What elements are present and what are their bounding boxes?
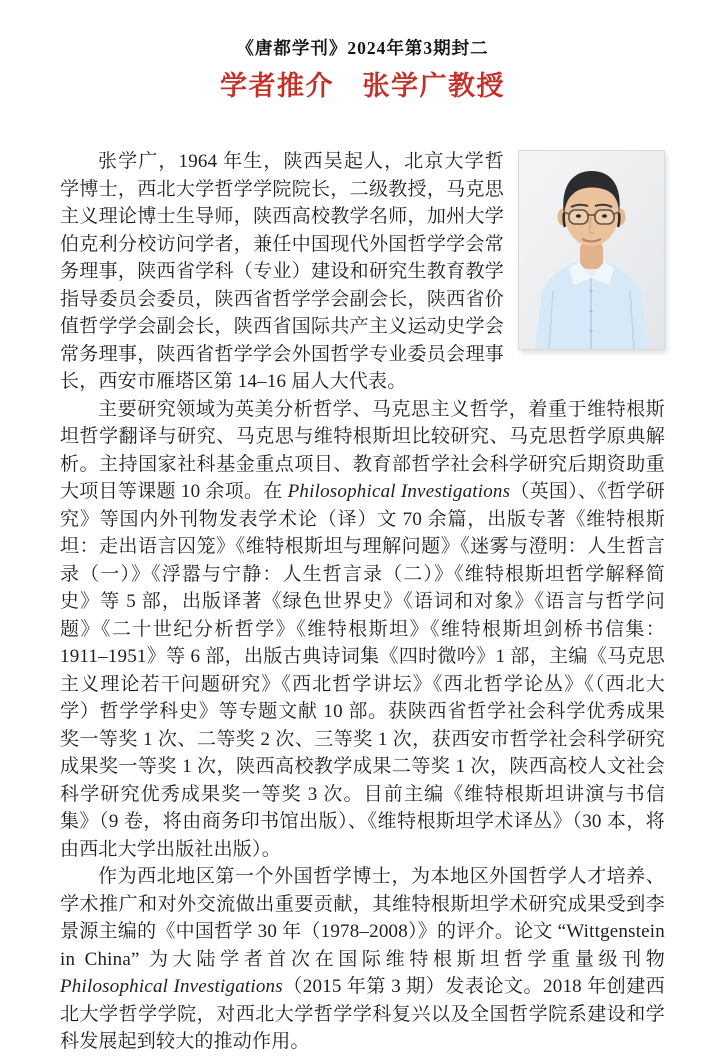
research-paragraph: 主要研究领域为英美分析哲学、马克思主义哲学，着重于维特根斯坦哲学翻译与研究、马克思与维特根斯坦比较研究、马克思哲学原典解析。主持国家社科基金重点项目、教育部哲学社会科学研究后期资助重大项目等课题 10 余项。在 Philosophical Investigations（英国）、《哲学研究》等国内外刊物发表学术论（译）文 70 余篇，出版专著《维特根斯坦：走出语言囚笼》《维特根斯坦与理解问题》《迷雾与澄明：人生哲言录（一）》《浮嚣与宁静：人生哲言录（二）》《维特根斯坦哲学解释简史》等 5 部，出版译著《绿色世界史》《语词和对象》《语言与哲学问题》《二十世纪分析哲学》《维特根斯坦》《维特根斯坦剑桥书信集：1911–1951》等 6 部，出版古典诗词集《四时微吟》1 部，主编《马克思主义理论若干问题研究》《西北哲学讲坛》《西北哲学论丛》《（西北大学）哲学学科史》等专题文献 10 部。获陕西省哲学社会科学优秀成果奖一等奖 1 次、二等奖 2 次、三等奖 1 次，获西安市哲学社会科学研究成果奖一等奖 1 次，陕西高校教学成果二等奖 1 次，陕西高校人文社会科学研究优秀成果奖一等奖 3 次。目前主编《维特根斯坦讲演与书信集》（9 卷，将由商务印书馆出版）、《维特根斯坦学术译丛》（30 本，将由西北大学出版社出版）。 (60, 398, 665, 860)
professor-portrait-photo (518, 150, 665, 350)
bio-paragraph: 张学广，1964 年生，陕西吴起人，北京大学哲学博士，西北大学哲学学院院长，二级教授，马克思主义理论博士生导师，陕西高校教学名师，加州大学伯克利分校访问学者，兼任中国现代外国哲学学会常务理事，陕西省学科（专业）建设和研究生教育教学指导委员会委员，陕西省哲学学会副会长，陕西省价值哲学学会副会长，陕西省国际共产主义运动史学会常务理事，陕西省哲学学会外国哲学专业委员会理事长，西安市雁塔区第 14–16 届人大代表。 (60, 151, 504, 392)
portrait-illustration (519, 151, 664, 349)
impact-paragraph: 作为西北地区第一个外国哲学博士，为本地区外国哲学人才培养、学术推广和对外交流做出重要贡献，其维特根斯坦学术研究成果受到李景源主编的《中国哲学 30 年（1978–2008）》的评介。论文 “Wittgenstein in China” 为大陆学者首次在国际维特根斯坦哲学重量级刊物 Philosophical Investigations（2015 年第 3 期）发表论文。2018 年创建西北大学哲学学院，对西北大学哲学学科复兴以及全国哲学院系建设和学科发展起到较大的推动作用。 (60, 866, 665, 1052)
article-body (60, 148, 665, 1056)
feature-title: 学者推介 张学广教授 (220, 71, 505, 101)
journal-issue-line: 《唐都学刊》2024年第3期封二 (236, 38, 489, 58)
